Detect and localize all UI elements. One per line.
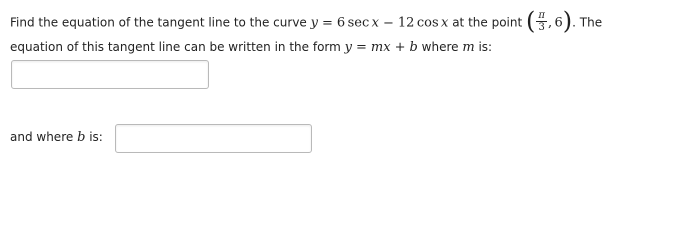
math-cos: cos	[416, 15, 439, 31]
math-var-x-1: x	[371, 15, 379, 31]
fraction-numerator: π	[538, 9, 545, 21]
answer-box-m[interactable]	[11, 60, 209, 89]
math-equals: =	[356, 40, 367, 55]
answer-box-b[interactable]	[115, 124, 312, 153]
math-equals: =	[321, 15, 333, 31]
point-close-paren: )	[562, 7, 573, 35]
question-line-2	[10, 38, 492, 57]
point-y-value: 6	[554, 15, 563, 31]
question-text-suffix: is:	[474, 40, 493, 54]
point-open-paren: (	[526, 7, 536, 35]
math-var-b: b	[409, 40, 418, 55]
math-plus: +	[394, 40, 406, 55]
point-comma: ,	[547, 15, 553, 31]
question-text: equation of this tangent line can be written in the form	[10, 40, 345, 54]
math-var-m: m	[370, 40, 384, 55]
math-var-b-label: b	[77, 130, 86, 145]
question-line-1	[10, 7, 603, 35]
math-minus: −	[382, 15, 394, 31]
question-text-mid: where	[417, 40, 463, 54]
answer-label-suffix: is:	[85, 130, 103, 144]
answer-label-b	[10, 130, 103, 145]
point-x-fraction	[536, 10, 547, 33]
math-var-m-target: m	[462, 40, 475, 55]
math-coef-2: 12	[397, 15, 415, 31]
question-text-suffix: . The	[572, 15, 603, 30]
math-var-x-2: x	[441, 15, 449, 31]
answer-input-b[interactable]	[116, 125, 311, 152]
math-var-y: y	[344, 40, 353, 55]
question-text: Find the equation of the tangent line to the curve	[10, 15, 311, 30]
answer-label-prefix: and where	[10, 130, 78, 144]
answer-input-m[interactable]	[12, 61, 208, 88]
question-text-mid: at the point	[448, 15, 526, 30]
math-var-y: y	[310, 15, 318, 31]
fraction-denominator: 3	[538, 21, 545, 33]
math-sec: sec	[347, 15, 370, 31]
math-var-x: x	[383, 40, 391, 55]
math-coef-1: 6	[336, 15, 346, 31]
